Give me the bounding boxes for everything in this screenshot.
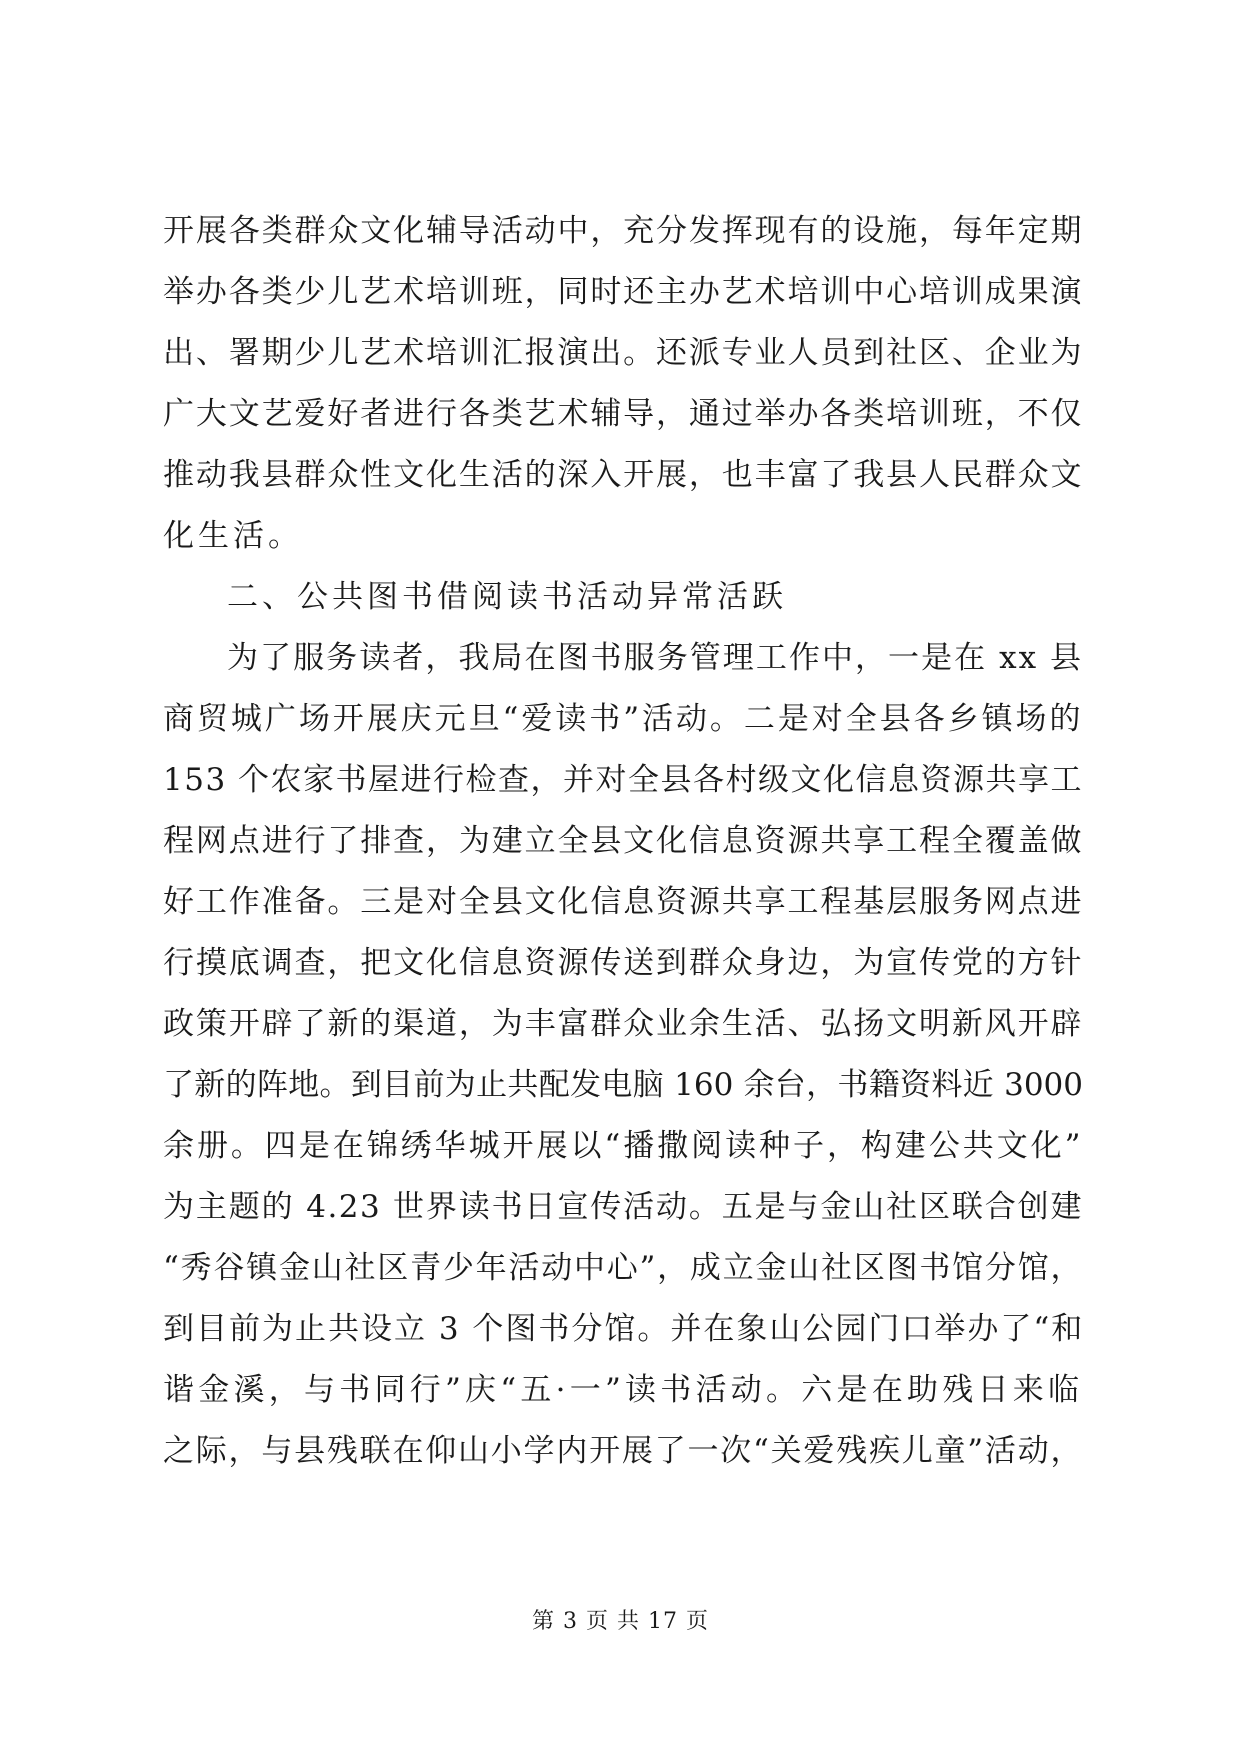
- text-line: 行摸底调查，把文化信息资源传送到群众身边，为宣传党的方针: [163, 945, 1083, 981]
- text-line: 举办各类少儿艺术培训班，同时还主办艺术培训中心培训成果演: [163, 274, 1083, 310]
- text-line: 谐金溪，与书同行”庆“五·一”读书活动。六是在助残日来临: [163, 1372, 1083, 1408]
- text-line: 程网点进行了排查，为建立全县文化信息资源共享工程全覆盖做: [163, 823, 1083, 859]
- text-line: 到目前为止共设立 3 个图书分馆。并在象山公园门口举办了“和: [163, 1311, 1085, 1347]
- text-line: 余册。四是在锦绣华城开展以“播撒阅读种子，构建公共文化”: [163, 1128, 1083, 1164]
- text-line: 153 个农家书屋进行检查，并对全县各村级文化信息资源共享工: [163, 762, 1084, 798]
- text-line: 化生活。: [163, 518, 303, 554]
- text-line: 政策开辟了新的渠道，为丰富群众业余生活、弘扬文明新风开辟: [163, 1006, 1083, 1042]
- document-body: [163, 201, 1083, 1482]
- text-line: 好工作准备。三是对全县文化信息资源共享工程基层服务网点进: [163, 884, 1083, 920]
- text-line: 出、署期少儿艺术培训汇报演出。还派专业人员到社区、企业为: [163, 335, 1083, 371]
- text-line: 为主题的 4.23 世界读书日宣传活动。五是与金山社区联合创建: [163, 1189, 1083, 1225]
- page-number-footer: 第 3 页 共 17 页: [532, 1609, 709, 1634]
- text-line: 广大文艺爱好者进行各类艺术辅导，通过举办各类培训班，不仅: [163, 396, 1083, 432]
- text-line: 推动我县群众性文化生活的深入开展，也丰富了我县人民群众文: [163, 457, 1083, 493]
- text-line: “秀谷镇金山社区青少年活动中心”，成立金山社区图书馆分馆，: [163, 1250, 1083, 1286]
- text-line: 之际，与县残联在仰山小学内开展了一次“关爱残疾儿童”活动，: [163, 1433, 1083, 1469]
- text-line: 了新的阵地。到目前为止共配发电脑 160 余台，书籍资料近 3000: [163, 1067, 1083, 1103]
- text-line: 商贸城广场开展庆元旦“爱读书”活动。二是对全县各乡镇场的: [163, 701, 1083, 737]
- text-line: 为了服务读者，我局在图书服务管理工作中，一是在 xx 县: [227, 640, 1083, 676]
- section-heading: 二、公共图书借阅读书活动异常活跃: [227, 579, 787, 615]
- text-line: 开展各类群众文化辅导活动中，充分发挥现有的设施，每年定期: [163, 213, 1083, 249]
